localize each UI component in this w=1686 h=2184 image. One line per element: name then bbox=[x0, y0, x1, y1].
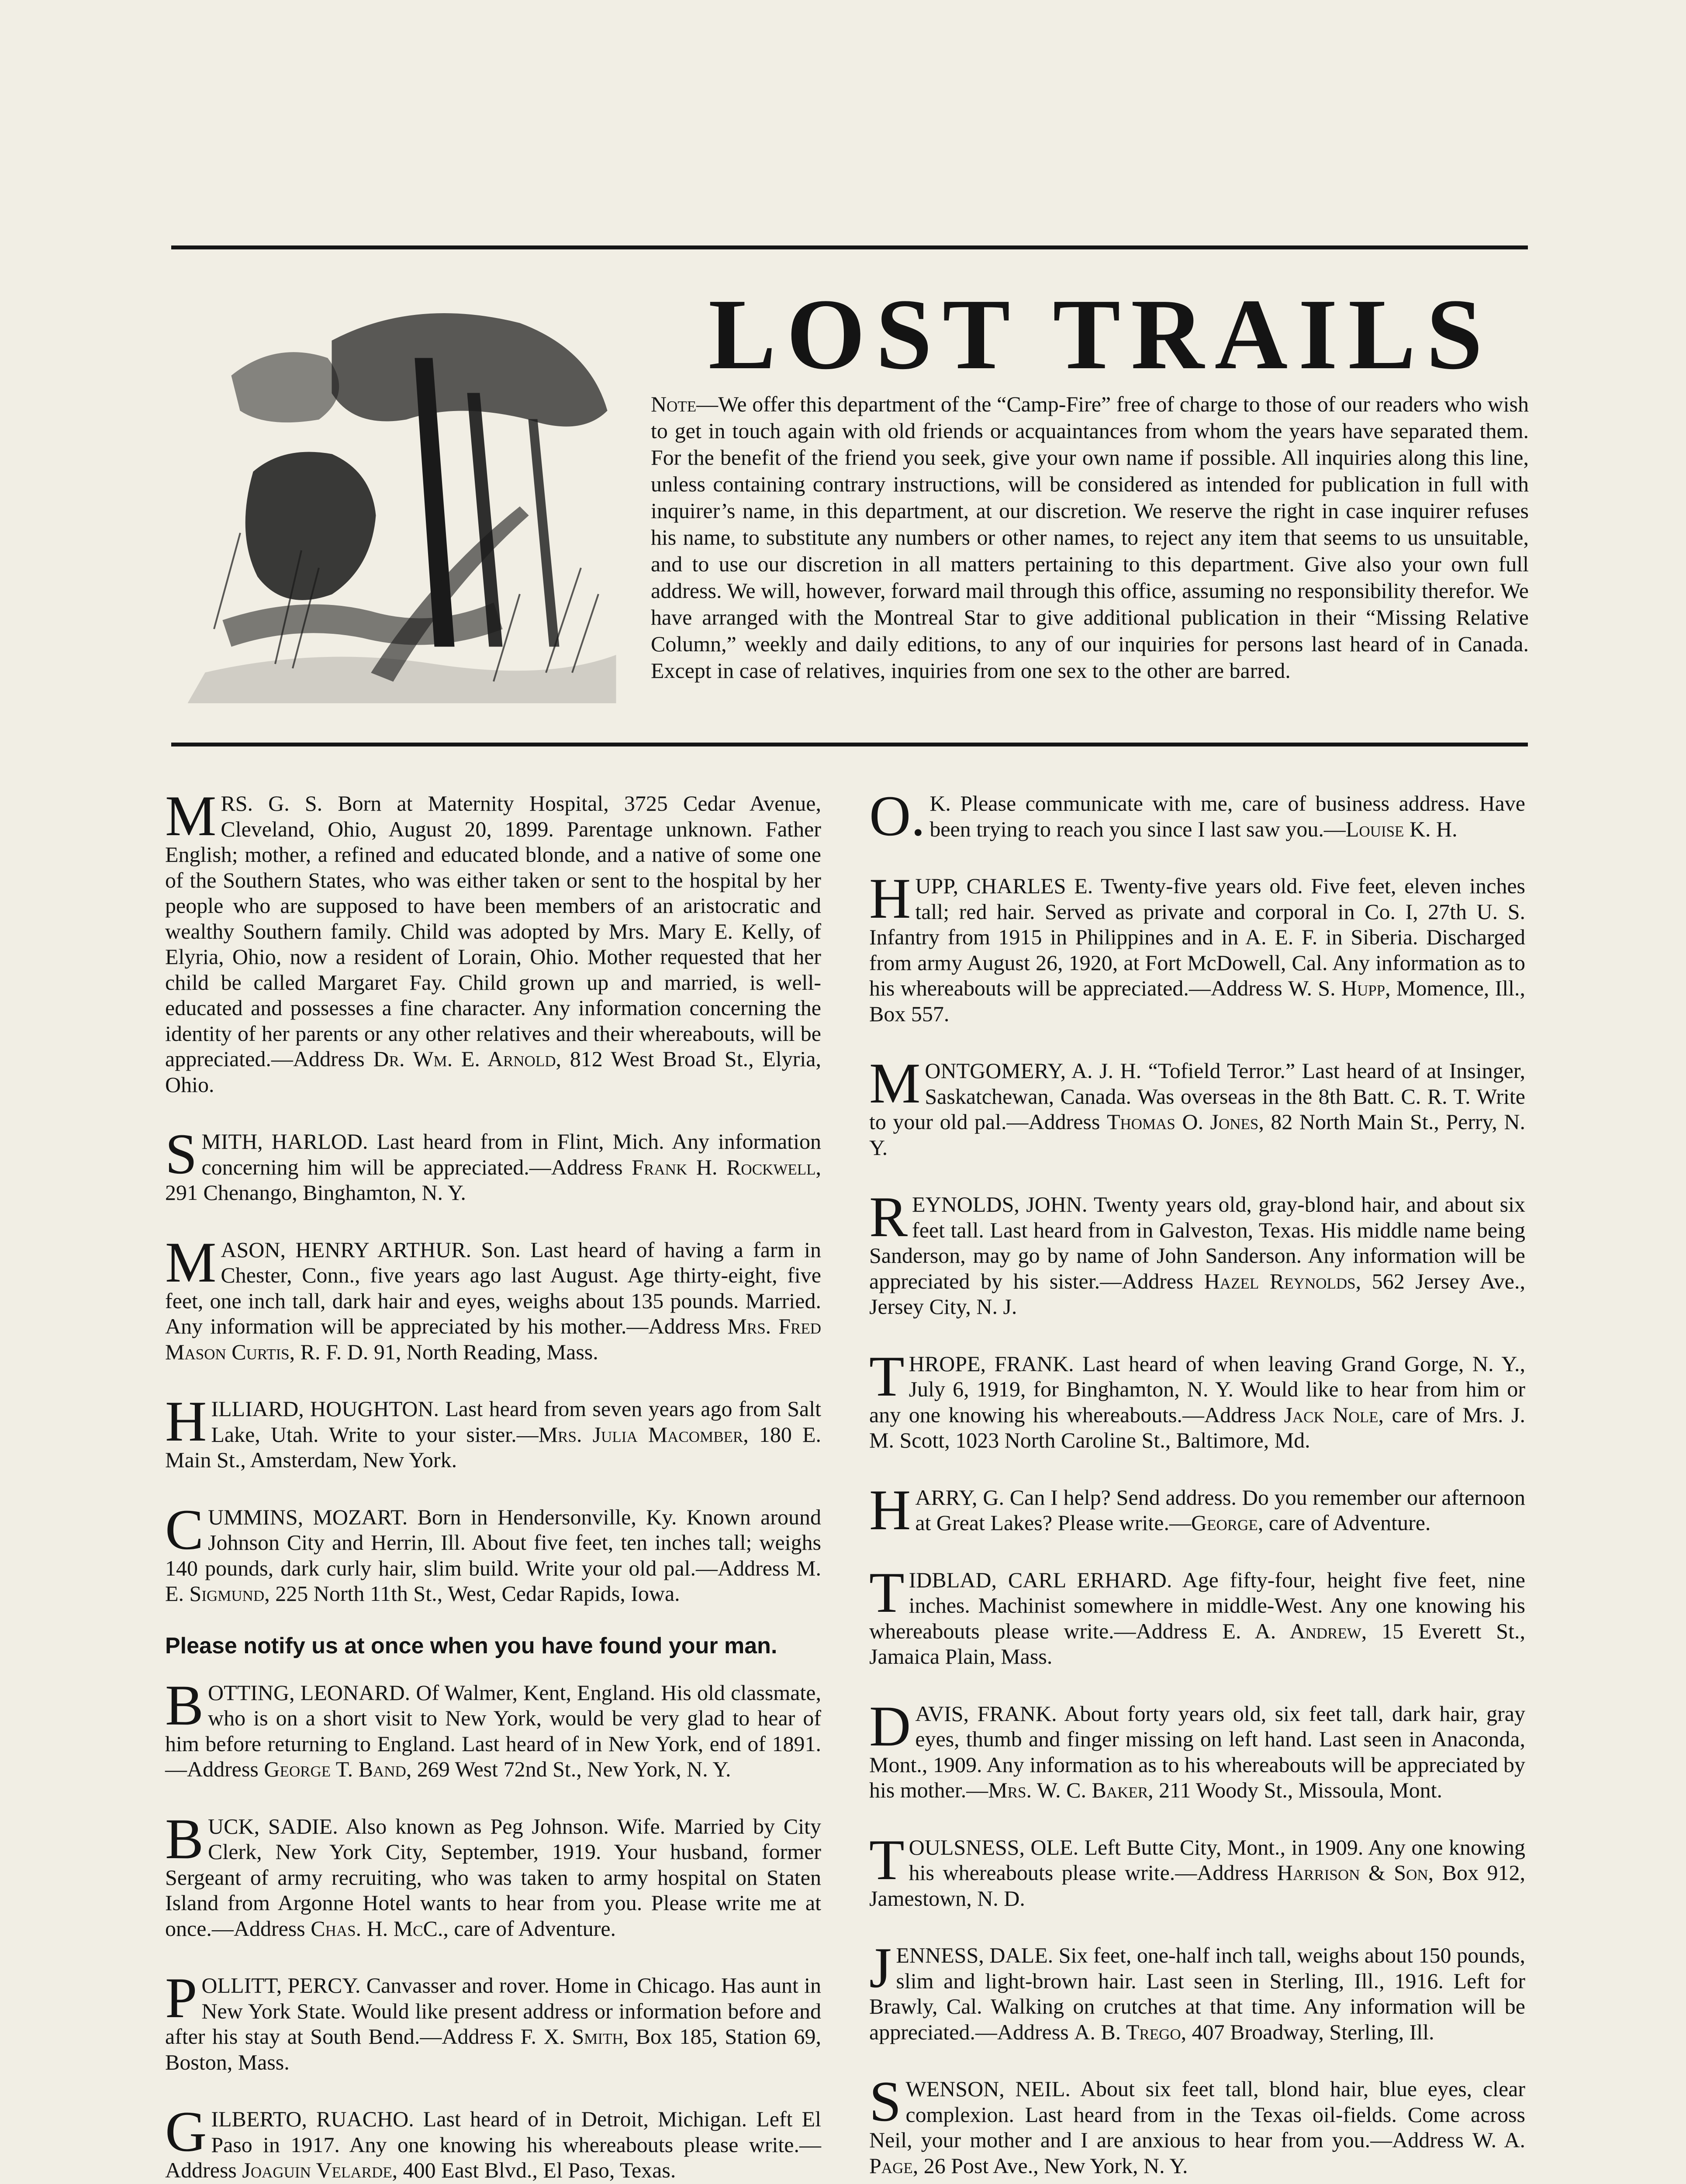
entry-address-name: Mrs. Fred Mason Curtis bbox=[165, 1314, 821, 1364]
left-column bbox=[165, 784, 822, 2184]
inquiry-entry bbox=[869, 2069, 1525, 2178]
inquiry-entry bbox=[869, 1935, 1525, 2045]
entry-address-tail: , Momence, Ill., Box 557. bbox=[869, 976, 1525, 1026]
entry-address-name: W. S. Hupp bbox=[1288, 976, 1385, 1000]
entry-text: TIDBLAD, CARL ERHARD. Age fifty-four, height five feet, nine inches. Machinist somewhere in middle-West. Any one knowing his whereabouts please write.—Address bbox=[869, 1560, 1525, 1643]
entry-text: CUMMINS, MOZART. Born in Hendersonville, Ky. Known around Johnson City and Herrin, Ill. About five feet, ten inches tall; weighs 140 pounds, dark curly hair, slim build. Write your old pal.—Address bbox=[165, 1497, 821, 1580]
note-body: —We offer this department of the “Camp-Fire” free of charge to those of our readers who wish to get in touch again with old friends or acquaintances from whom the years have separated them. For the benefit of the friend you seek, give your own name if possible. All inquiries along this line, unless containing contrary instructions, will be considered as intended for publication in full with inquirer’s name, in this department, at our discretion. We reserve the right in case inquirer refuses his name, to substitute any numbers or other names, to reject any item that seems to us unsuitable, and to use our discretion in all matters pertaining to this department. Give also your own full address. We will, however, forward mail through this office, assuming no responsibility therefor. We have arranged with the Montreal Star to give additional publication in their “Missing Relative Column,” weekly and daily editions, to any of our inquiries for persons last heard of in Canada. Except in case of relatives, inquiries from one sex to the other are barred. bbox=[651, 392, 1529, 683]
entry-address-tail: , care of Adventure. bbox=[1258, 1510, 1431, 1535]
inquiry-entry bbox=[165, 1230, 821, 1365]
entry-address-tail: , 225 North 11th St., West, Cedar Rapids, Iowa. bbox=[264, 1581, 680, 1606]
entry-address-tail: , Box 185, Station 69, Boston, Mass. bbox=[165, 2024, 821, 2074]
inquiry-entry bbox=[165, 1966, 821, 2075]
department-note bbox=[651, 391, 1529, 684]
entry-address-name: Hazel Reynolds bbox=[1204, 1268, 1356, 1293]
entry-text: BUCK, SADIE. Also known as Peg Johnson. Wife. Married by City Clerk, New York City, September, 1919. Your husband, former Sergeant of army recruiting, who was taken to army hospital on Staten Island from Argonne Hotel wants to hear from you. Please write me at once.—Address bbox=[165, 1806, 821, 1941]
entry-list bbox=[165, 784, 822, 1607]
entry-address-tail: , Box 912, Jamestown, N. D. bbox=[869, 1860, 1525, 1911]
entry-text: MRS. G. S. Born at Maternity Hospital, 3725 Cedar Avenue, Cleveland, Ohio, August 20, 1899. Parentage unknown. Father English; mother, a refined and educated blonde, and a native of some one of the Southern States, who was either taken or sent to the hospital by her people who are supposed to have been members of an aristocratic and wealthy Southern family. Child was adopted by Mrs. Mary E. Kelly, of Elyria, Ohio, now a resident of Lorain, Ohio. Mother requested that her child be called Margaret Fay. Child grown up and married, is well-educated and possesses a fine character. Any information concerning the identity of her parents or any other relatives and their whereabouts, will be appreciated.—Address bbox=[165, 784, 821, 1071]
entry-address-name: Louise K. H. bbox=[1345, 816, 1458, 841]
entry-address-tail: , 180 E. Main St., Amsterdam, New York. bbox=[165, 1422, 822, 1472]
entry-address-tail: , 15 Everett St., Jamaica Plain, Mass. bbox=[869, 1618, 1525, 1669]
entry-address-name: Thomas O. Jones bbox=[1106, 1109, 1259, 1134]
inquiry-entry bbox=[869, 784, 1525, 848]
page-title: LOST TRAILS bbox=[708, 278, 1493, 390]
entry-address-name: E. A. Andrew bbox=[1222, 1618, 1361, 1643]
trail-illustration bbox=[188, 288, 625, 703]
inquiry-entry bbox=[165, 2099, 821, 2183]
inquiry-entry bbox=[165, 1497, 821, 1607]
inquiry-entry bbox=[869, 1051, 1526, 1160]
entry-text: O.K. Please communicate with me, care of business address. Have been trying to reach you since I last saw you.— bbox=[869, 784, 1525, 848]
entry-address-tail: , 407 Broadway, Sterling, Ill. bbox=[1181, 2019, 1434, 2044]
entry-text: HUPP, CHARLES E. Twenty-five years old. Five feet, eleven inches tall; red hair. Served as private and corporal in Co. I, 27th U. S. Infantry from 1915 in Philippines and in A. E. F. in Siberia. Discharged from army August 26, 1920, at Fort McDowell, Cal. Any information as to his whereabouts will be appreciated.—Address bbox=[869, 866, 1525, 1000]
entry-text: THROPE, FRANK. Last heard of when leaving Grand Gorge, N. Y., July 6, 1919, for Binghamton, N. Y. Would like to hear from him or any one knowing his whereabouts.—Address bbox=[869, 1344, 1525, 1427]
entry-address-name: George T. Band bbox=[264, 1757, 406, 1781]
entry-address-tail: , 269 West 72nd St., New York, N. Y. bbox=[406, 1757, 731, 1781]
entry-address-name: Mrs. Julia Macomber bbox=[538, 1422, 743, 1447]
entry-text: GILBERTO, RUACHO. Last heard of in Detroit, Michigan. Left El Paso in 1917. Any one knowing his whereabouts please write.—Address bbox=[165, 2099, 821, 2182]
entry-address-name: Frank H. Rockwell bbox=[632, 1154, 816, 1179]
entry-text: MONTGOMERY, A. J. H. “Tofield Terror.” Last heard of at Insinger, Saskatchewan, Canada. Was overseas in the 8th Batt. C. R. T. Write to your old pal.—Address bbox=[869, 1051, 1525, 1134]
inquiry-entry bbox=[869, 1477, 1525, 1542]
entry-text: JENNESS, DALE. Six feet, one-half inch tall, weighs about 150 pounds, slim and light-brown hair. Last seen in Sterling, Ill., 1916. Left for Brawly, Cal. Walking on crutches at that time. Any information will be appreciated.—Address bbox=[869, 1935, 1525, 2044]
inquiry-entry bbox=[869, 1185, 1525, 1320]
note-label: Note bbox=[651, 392, 697, 416]
entry-text: HARRY, G. Can I help? Send address. Do you remember our afternoon at Great Lakes? Please write.— bbox=[869, 1477, 1525, 1542]
entry-address-tail: , 291 Chenango, Binghamton, N. Y. bbox=[165, 1154, 822, 1205]
entry-text: BOTTING, LEONARD. Of Walmer, Kent, England. His old classmate, who is on a short visit to New York, would be very glad to hear of him before returning to England. Last heard of in New York, end of 1891.—Address bbox=[165, 1673, 821, 1781]
inquiry-entry bbox=[869, 1827, 1525, 1911]
inquiry-entry bbox=[869, 866, 1525, 1026]
entry-text: SWENSON, NEIL. About six feet tall, blond hair, blue eyes, clear complexion. Last heard from in the Texas oil-fields. Come across Neil, your mother and I are anxious to hear from you.—Address bbox=[869, 2069, 1525, 2152]
entry-text: SMITH, HARLOD. Last heard from in Flint, Mich. Any information concerning him will be appreciated.—Address bbox=[165, 1122, 821, 1186]
entry-address-tail: , care of Adventure. bbox=[443, 1916, 616, 1941]
entry-address-tail: , 812 West Broad St., Elyria, Ohio. bbox=[165, 1047, 821, 1097]
entry-text: MASON, HENRY ARTHUR. Son. Last heard of having a farm in Chester, Conn., five years ago last August. Age thirty-eight, five feet, one inch tall, dark hair and eyes, weighs about 135 pounds. Married. Any information will be appreciated by his mother.—Address bbox=[165, 1230, 821, 1338]
entry-address-name: Harrison & Son bbox=[1277, 1860, 1428, 1885]
entry-text: HILLIARD, HOUGHTON. Last heard from seven years ago from Salt Lake, Utah. Write to your sister.— bbox=[165, 1389, 821, 1453]
section-rule bbox=[171, 743, 1528, 746]
inquiry-entry bbox=[165, 784, 821, 1097]
inquiry-entry bbox=[165, 1673, 821, 1782]
inquiry-entry bbox=[165, 1806, 821, 1942]
entry-address-name: F. X. Smith bbox=[520, 2024, 623, 2049]
entry-text: DAVIS, FRANK. About forty years old, six feet tall, dark hair, gray eyes, thumb and finger missing on left hand. Last seen in Anaconda, Mont., 1909. Any information as to his whereabouts will be appreciated by his mother.— bbox=[869, 1693, 1525, 1802]
entry-address-name: Jack Nole bbox=[1284, 1402, 1379, 1427]
entry-address-name: Mrs. W. C. Baker bbox=[988, 1778, 1148, 1802]
inquiry-entry bbox=[869, 1693, 1525, 1803]
entry-text: TOULSNESS, OLE. Left Butte City, Mont., in 1909. Any one knowing his whereabouts please write.—Address bbox=[869, 1827, 1525, 1892]
inquiry-entry bbox=[869, 1560, 1525, 1669]
entry-text: REYNOLDS, JOHN. Twenty years old, gray-blond hair, and about six feet tall. Last heard from in Galveston, Texas. His middle name being Sanderson, may go by name of John Sanderson. Any information will be appreciated by his sister.—Address bbox=[869, 1185, 1525, 1293]
right-column bbox=[869, 784, 1526, 2184]
entry-address-name: A. B. Trego bbox=[1074, 2019, 1181, 2044]
entry-address-tail: , 26 Post Ave., New York, N. Y. bbox=[912, 2153, 1188, 2178]
entry-address-tail: , 400 East Blvd., El Paso, Texas. bbox=[392, 2158, 676, 2182]
entry-address-name: George bbox=[1191, 1510, 1258, 1535]
entry-address-tail: , 82 North Main St., Perry, N. Y. bbox=[869, 1109, 1526, 1160]
entry-address-name: Dr. Wm. E. Arnold bbox=[373, 1047, 556, 1071]
entry-address-tail: , 562 Jersey Ave., Jersey City, N. J. bbox=[869, 1268, 1525, 1319]
entry-address-tail: , care of Mrs. J. M. Scott, 1023 North Caroline St., Baltimore, Md. bbox=[869, 1402, 1525, 1452]
entry-address-name: Chas. H. McC. bbox=[311, 1916, 443, 1941]
entry-address-name: Joaguin Velarde bbox=[242, 2158, 392, 2182]
entry-address-tail: , R. F. D. 91, North Reading, Mass. bbox=[289, 1339, 598, 1364]
entry-list bbox=[165, 1673, 821, 2184]
entry-address-tail: , 211 Woody St., Missoula, Mont. bbox=[1148, 1778, 1442, 1802]
inquiry-entry bbox=[165, 1122, 822, 1206]
entry-address-name: M. E. Sigmund bbox=[165, 1555, 821, 1606]
top-rule bbox=[171, 245, 1528, 249]
entry-text: POLLITT, PERCY. Canvasser and rover. Home in Chicago. Has aunt in New York State. Would like present address or information before and after his stay at South Bend.—Address bbox=[165, 1966, 821, 2049]
inquiry-entry bbox=[869, 1344, 1525, 1453]
entry-list bbox=[869, 784, 1526, 2184]
inquiry-entry bbox=[165, 1389, 822, 1473]
notify-notice: Please notify us at once when you have found your man. bbox=[165, 1633, 777, 1659]
entry-address-name: W. A. Page bbox=[869, 2128, 1525, 2178]
